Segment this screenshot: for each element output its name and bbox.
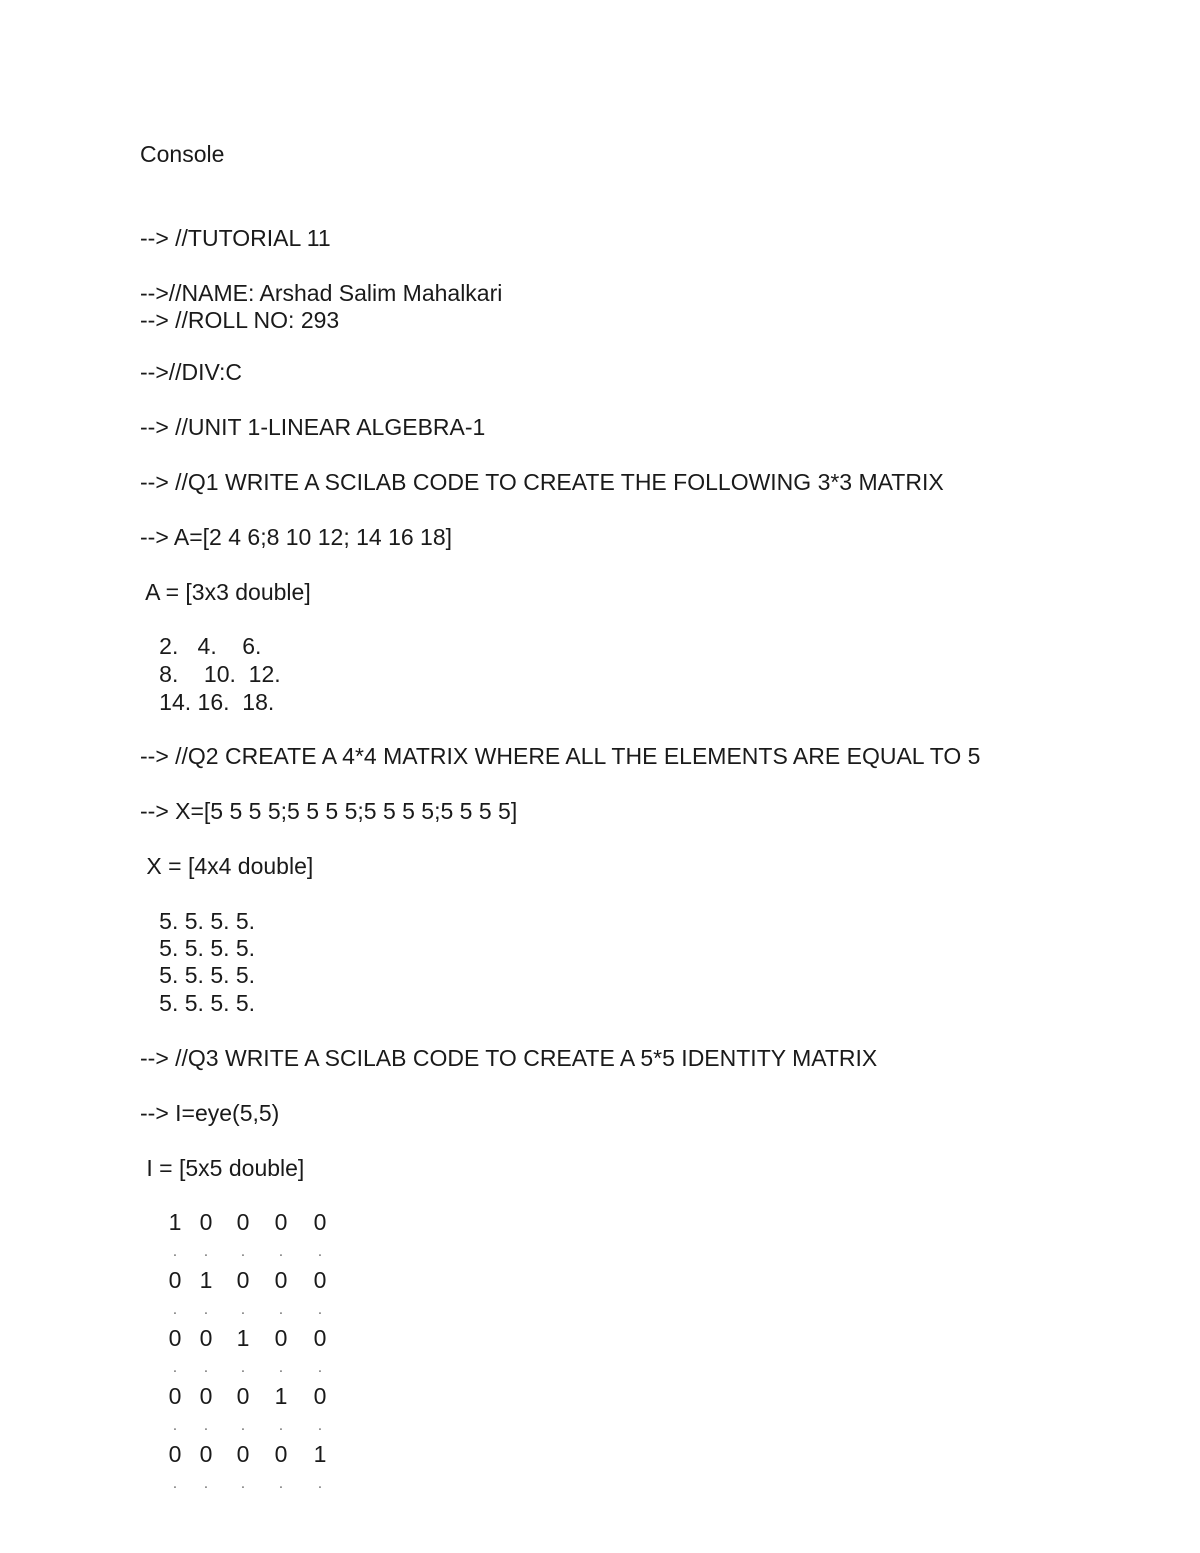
matrix-cell: 0 (313, 1383, 327, 1409)
matrix-cell: 0 (168, 1325, 182, 1351)
comment-q1: --> //Q1 WRITE A SCILAB CODE TO CREATE THE FOLLOWING 3*3 MATRIX (140, 469, 944, 495)
comment-roll-no: --> //ROLL NO: 293 (140, 307, 340, 333)
matrix-decimal-point: . (317, 1475, 323, 1492)
matrix-cell: 0 (313, 1267, 327, 1293)
matrix-cell: 1 (274, 1383, 288, 1409)
output-a-row-1: 2. 4. 6. (140, 633, 262, 659)
output-i-header: I = [5x5 double] (140, 1155, 305, 1181)
matrix-decimal-point: . (240, 1243, 246, 1260)
matrix-cell: 1 (313, 1441, 327, 1467)
matrix-cell: 0 (236, 1267, 250, 1293)
matrix-decimal-point: . (203, 1301, 209, 1318)
output-a-header: A = [3x3 double] (140, 579, 311, 605)
matrix-decimal-point: . (317, 1359, 323, 1376)
matrix-decimal-point: . (240, 1417, 246, 1434)
command-matrix-x: --> X=[5 5 5 5;5 5 5 5;5 5 5 5;5 5 5 5] (140, 798, 518, 824)
matrix-cell: 0 (199, 1209, 213, 1235)
command-matrix-a: --> A=[2 4 6;8 10 12; 14 16 18] (140, 524, 453, 550)
matrix-decimal-point: . (317, 1301, 323, 1318)
matrix-cell: 0 (168, 1267, 182, 1293)
comment-name: -->//NAME: Arshad Salim Mahalkari (140, 280, 503, 306)
matrix-cell: 1 (168, 1209, 182, 1235)
matrix-decimal-point: . (278, 1301, 284, 1318)
matrix-cell: 0 (274, 1209, 288, 1235)
matrix-cell: 0 (236, 1383, 250, 1409)
matrix-cell: 0 (199, 1383, 213, 1409)
matrix-decimal-point: . (203, 1417, 209, 1434)
console-heading: Console (140, 141, 225, 167)
matrix-decimal-point: . (278, 1417, 284, 1434)
output-x-row-1: 5. 5. 5. 5. (140, 908, 256, 934)
command-identity: --> I=eye(5,5) (140, 1100, 280, 1126)
matrix-decimal-point: . (278, 1243, 284, 1260)
matrix-decimal-point: . (172, 1243, 178, 1260)
matrix-cell: 0 (236, 1209, 250, 1235)
matrix-decimal-point: . (172, 1359, 178, 1376)
matrix-decimal-point: . (278, 1359, 284, 1376)
matrix-decimal-point: . (172, 1301, 178, 1318)
matrix-cell: 0 (274, 1267, 288, 1293)
matrix-decimal-point: . (203, 1475, 209, 1492)
matrix-cell: 0 (274, 1441, 288, 1467)
matrix-cell: 0 (168, 1441, 182, 1467)
output-x-row-3: 5. 5. 5. 5. (140, 962, 256, 988)
output-x-row-2: 5. 5. 5. 5. (140, 935, 256, 961)
matrix-cell: 0 (236, 1441, 250, 1467)
matrix-decimal-point: . (317, 1417, 323, 1434)
comment-unit: --> //UNIT 1-LINEAR ALGEBRA-1 (140, 414, 486, 440)
matrix-decimal-point: . (240, 1359, 246, 1376)
output-a-row-2: 8. 10. 12. (140, 661, 281, 687)
matrix-cell: 1 (199, 1267, 213, 1293)
comment-q3: --> //Q3 WRITE A SCILAB CODE TO CREATE A 5*5 IDENTITY MATRIX (140, 1045, 878, 1071)
matrix-decimal-point: . (203, 1359, 209, 1376)
comment-tutorial: --> //TUTORIAL 11 (140, 225, 331, 251)
matrix-cell: 0 (199, 1325, 213, 1351)
matrix-decimal-point: . (240, 1301, 246, 1318)
matrix-decimal-point: . (172, 1417, 178, 1434)
matrix-decimal-point: . (240, 1475, 246, 1492)
matrix-decimal-point: . (317, 1243, 323, 1260)
matrix-cell: 0 (313, 1325, 327, 1351)
matrix-cell: 0 (274, 1325, 288, 1351)
matrix-cell: 0 (313, 1209, 327, 1235)
matrix-decimal-point: . (203, 1243, 209, 1260)
matrix-cell: 0 (199, 1441, 213, 1467)
matrix-cell: 1 (236, 1325, 250, 1351)
matrix-decimal-point: . (278, 1475, 284, 1492)
matrix-decimal-point: . (172, 1475, 178, 1492)
matrix-cell: 0 (168, 1383, 182, 1409)
comment-div: -->//DIV:C (140, 359, 243, 385)
output-x-header: X = [4x4 double] (140, 853, 314, 879)
output-a-row-3: 14. 16. 18. (140, 689, 275, 715)
output-x-row-4: 5. 5. 5. 5. (140, 990, 256, 1016)
comment-q2: --> //Q2 CREATE A 4*4 MATRIX WHERE ALL THE ELEMENTS ARE EQUAL TO 5 (140, 743, 981, 769)
